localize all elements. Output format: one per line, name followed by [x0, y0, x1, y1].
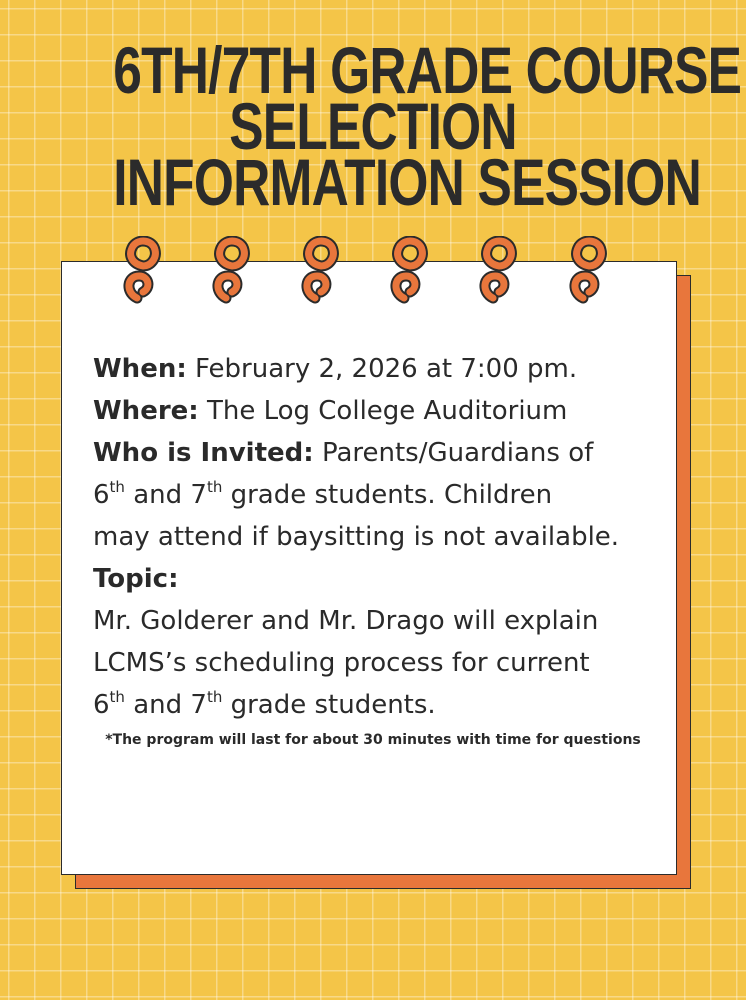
where-value: The Log College Auditorium	[206, 396, 568, 426]
topic-line	[93, 558, 663, 600]
superscript-th: th	[109, 688, 125, 706]
spiral-ring-icon	[301, 236, 341, 304]
superscript-th: th	[206, 688, 223, 706]
title-line-2: SELECTION	[229, 89, 517, 163]
grade-6: 6	[93, 690, 110, 720]
superscript-th: th	[206, 478, 223, 496]
program-note: *The program will last for about 30 minutes with time for questions	[105, 732, 641, 748]
spiral-ring-icon	[390, 236, 430, 304]
spiral-ring-icon	[569, 236, 609, 304]
topic-mid: and 7	[124, 690, 207, 720]
invited-value-2-mid: and 7	[124, 480, 207, 510]
topic-text-1: Mr. Golderer and Mr. Drago will explain	[93, 606, 599, 636]
where-label: Where:	[93, 396, 199, 426]
invited-label: Who is Invited:	[93, 438, 314, 468]
grade-6: 6	[93, 480, 110, 510]
invited-value-2-end: grade students. Children	[222, 480, 553, 510]
poster-title	[40, 33, 742, 219]
spiral-ring-icon	[479, 236, 519, 304]
spiral-ring-icon	[123, 236, 163, 304]
event-details	[93, 348, 663, 726]
topic-end: grade students.	[222, 690, 436, 720]
title-line-3: INFORMATION SESSION	[113, 145, 701, 219]
spiral-ring-icon	[212, 236, 252, 304]
where-line	[93, 390, 663, 432]
invited-line	[93, 432, 663, 474]
title-line-1: 6TH/7TH GRADE COURSE	[113, 33, 742, 107]
topic-label: Topic:	[93, 564, 179, 594]
superscript-th: th	[109, 478, 125, 496]
when-line	[93, 348, 663, 390]
when-value: February 2, 2026 at 7:00 pm.	[195, 354, 578, 384]
invited-value-3: may attend if baysitting is not available.	[93, 522, 620, 552]
when-label: When:	[93, 354, 187, 384]
invited-line-2	[93, 474, 663, 516]
invited-line-3	[93, 516, 663, 558]
topic-text-2: LCMS’s scheduling process for current	[93, 648, 590, 678]
topic-text-3	[93, 684, 663, 726]
invited-value-1: Parents/Guardians of	[321, 438, 594, 468]
